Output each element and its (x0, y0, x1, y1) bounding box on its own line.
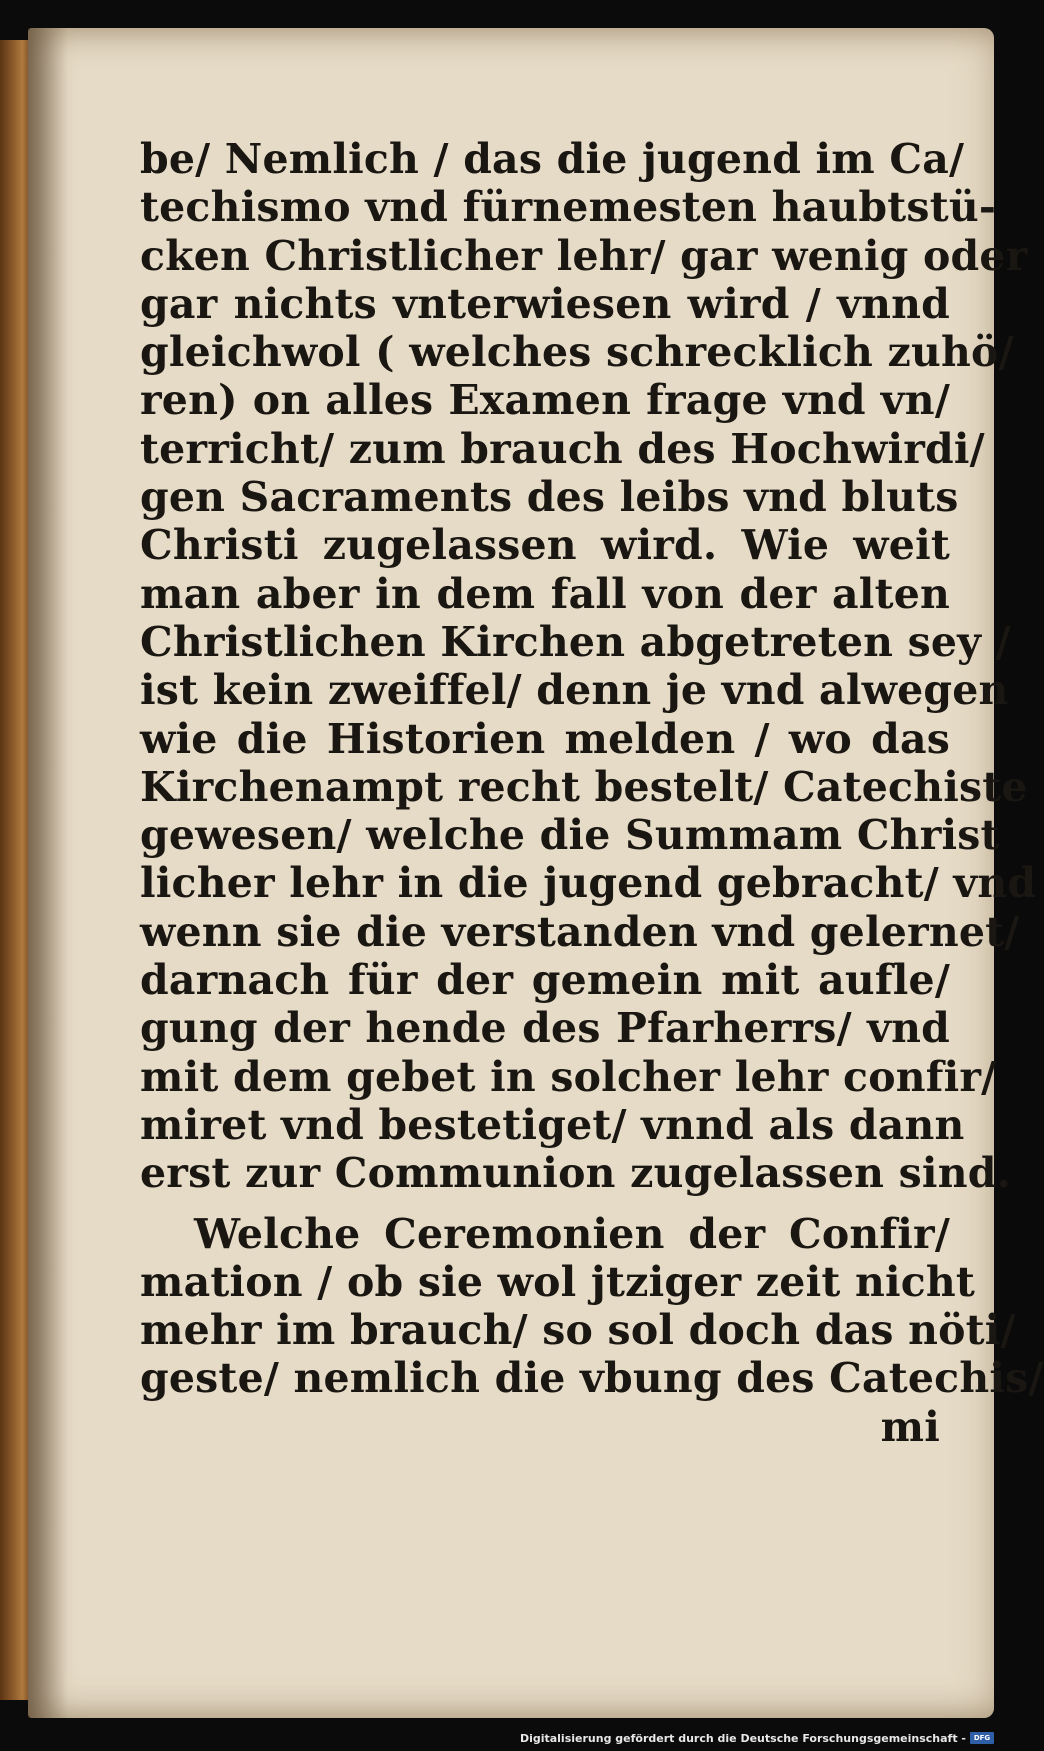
digitization-footer (520, 1729, 994, 1747)
text-line: Christlichen Kirchen abgetreten sey / (140, 617, 1011, 666)
text-line: Kirchenampt recht bestelt/ Catechiste (140, 762, 1028, 811)
text-line: ren) on alles Examen frage vnd vn/ (140, 376, 950, 425)
text-line: Christi zugelassen wird. Wie weit (140, 521, 950, 570)
text-line: erst zur Communion zugelassen sind. (140, 1149, 1012, 1198)
text-line: gen Sacraments des leibs vnd bluts (140, 473, 959, 522)
page-text (140, 135, 1044, 1451)
text-line: gleichwol ( welches schrecklich zuhö/ (140, 328, 1014, 377)
footer-credit: Digitalisierung gefördert durch die Deutsche Forschungsgemeinschaft - (519, 1731, 966, 1745)
text-line: gar nichts vnterwiesen wird / vnnd (140, 279, 950, 328)
text-line: mehr im brauch/ so sol doch das nöti/ (140, 1306, 1016, 1355)
text-line: miret vnd bestetiget/ vnnd als dann (140, 1100, 965, 1149)
text-line: darnach für der gemein mit aufle/ (140, 956, 950, 1005)
paragraph-first-line: Welche Ceremonien der Confir/ (194, 1209, 950, 1258)
paragraph-gap (140, 1198, 950, 1210)
catchword: mi (880, 1402, 940, 1451)
text-line: gewesen/ welche die Summam Christ (140, 811, 1000, 860)
text-line: techismo vnd fürnemesten haubtstü- (140, 183, 997, 232)
text-line: mit dem gebet in solcher lehr confir/ (140, 1052, 997, 1101)
text-line: geste/ nemlich die vbung des Catechis/ (140, 1354, 1044, 1403)
page-gutter-shadow (28, 28, 68, 1718)
text-line: gung der hende des Pfarherrs/ vnd (140, 1004, 950, 1053)
text-line: mation / ob sie wol jtziger zeit nicht (140, 1257, 976, 1306)
text-line: cken Christlicher lehr/ gar wenig oder (140, 231, 1028, 280)
dfg-logo: DFG (970, 1732, 994, 1744)
text-line: wie die Historien melden / wo das (140, 714, 950, 763)
text-line: licher lehr in die jugend gebracht/ vnd (140, 859, 1037, 908)
text-line: ist kein zweiffel/ denn je vnd alwegen (140, 666, 1009, 715)
text-line: man aber in dem fall von der alten (140, 569, 950, 618)
text-line: wenn sie die verstanden vnd gelernet/ (140, 907, 1020, 956)
text-line: terricht/ zum brauch des Hochwirdi/ (140, 424, 985, 473)
text-line: be/ Nemlich / das die jugend im Ca/ (140, 135, 965, 183)
